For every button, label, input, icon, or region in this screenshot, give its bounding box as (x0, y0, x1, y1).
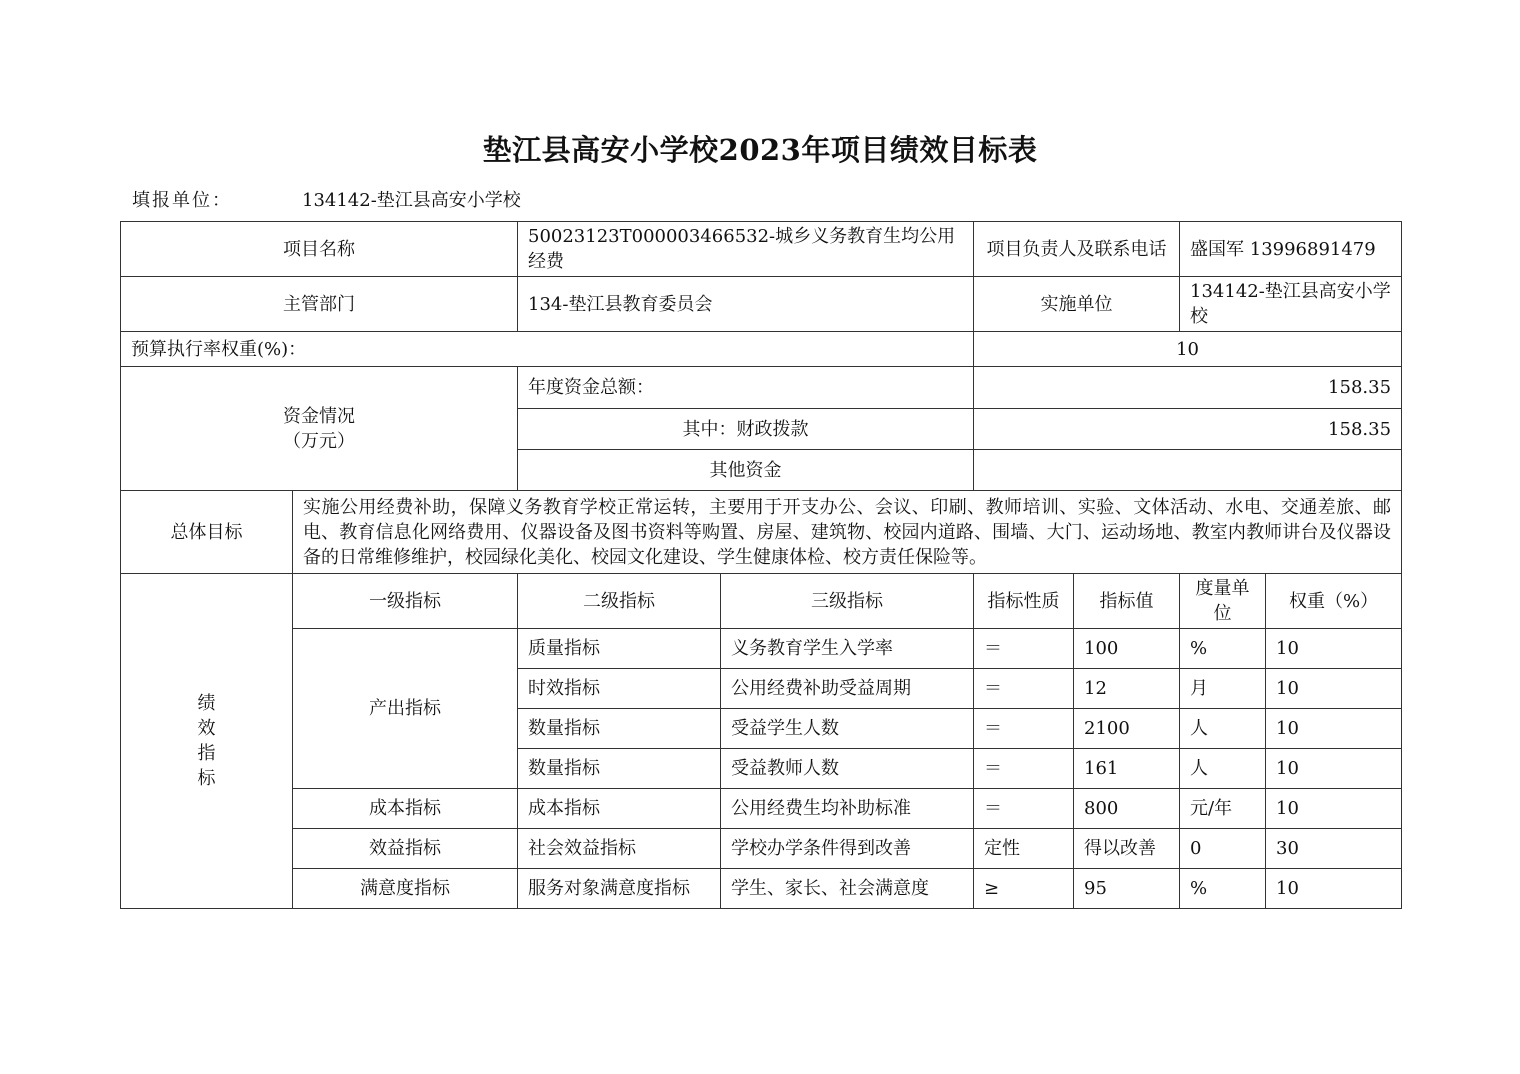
overall-goal-label: 总体目标 (121, 491, 293, 574)
fund-fiscal-label: 其中：财政拨款 (518, 409, 974, 450)
level2-cell: 时效指标 (518, 669, 721, 709)
implementing-unit-value: 134142-垫江县高安小学校 (1180, 277, 1402, 332)
project-name-label: 项目名称 (121, 222, 518, 277)
nature-cell: ＝ (974, 709, 1074, 749)
project-contact-value: 盛国军 13996891479 (1180, 222, 1402, 277)
nature-cell: ＝ (974, 629, 1074, 669)
header-unit: 度量单位 (1180, 574, 1266, 629)
level2-cell: 服务对象满意度指标 (518, 869, 721, 909)
nature-cell: ＝ (974, 789, 1074, 829)
department-label: 主管部门 (121, 277, 518, 332)
project-name-value: 50023123T000003466532-城乡义务教育生均公用经费 (518, 222, 974, 277)
indicator-header-row (121, 574, 1402, 629)
nature-cell: ≥ (974, 869, 1074, 909)
budget-rate-label: 预算执行率权重(%)： (121, 332, 974, 367)
level3-cell: 公用经费补助受益周期 (721, 669, 974, 709)
department-row (121, 277, 1402, 332)
level2-cell: 社会效益指标 (518, 829, 721, 869)
weight-cell: 10 (1266, 669, 1402, 709)
fund-total-row (121, 367, 1402, 409)
level1-benefit: 效益指标 (293, 829, 518, 869)
weight-cell: 10 (1266, 869, 1402, 909)
implementing-unit-label: 实施单位 (974, 277, 1180, 332)
level3-cell: 学校办学条件得到改善 (721, 829, 974, 869)
value-cell: 161 (1074, 749, 1180, 789)
header-weight: 权重（%） (1266, 574, 1402, 629)
level1-cost: 成本指标 (293, 789, 518, 829)
table-row (121, 829, 1402, 869)
value-cell: 2100 (1074, 709, 1180, 749)
level1-satisfaction: 满意度指标 (293, 869, 518, 909)
level3-cell: 公用经费生均补助标准 (721, 789, 974, 829)
budget-rate-value: 10 (974, 332, 1402, 367)
value-cell: 800 (1074, 789, 1180, 829)
page-title: 垫江县高安小学校2023年项目绩效目标表 (482, 133, 1038, 167)
fund-fiscal-value: 158.35 (974, 409, 1402, 450)
project-contact-label: 项目负责人及联系电话 (974, 222, 1180, 277)
level3-cell: 受益教师人数 (721, 749, 974, 789)
unit-cell: 人 (1180, 749, 1266, 789)
overall-goal-row (121, 491, 1402, 574)
weight-cell: 10 (1266, 629, 1402, 669)
table-row (121, 629, 1402, 669)
weight-cell: 10 (1266, 709, 1402, 749)
unit-cell: 0 (1180, 829, 1266, 869)
level3-cell: 受益学生人数 (721, 709, 974, 749)
header-nature: 指标性质 (974, 574, 1074, 629)
level2-cell: 质量指标 (518, 629, 721, 669)
level1-output: 产出指标 (293, 629, 518, 789)
weight-cell: 10 (1266, 749, 1402, 789)
indicator-section-label: 绩 效 指 标 (121, 574, 293, 909)
performance-target-table (120, 221, 1402, 909)
fund-total-label: 年度资金总额： (518, 367, 974, 409)
unit-cell: 月 (1180, 669, 1266, 709)
level2-cell: 数量指标 (518, 709, 721, 749)
reporting-unit-label: 填报单位： (132, 190, 232, 211)
fund-other-label: 其他资金 (518, 450, 974, 491)
table-row (121, 869, 1402, 909)
overall-goal-text: 实施公用经费补助，保障义务教育学校正常运转，主要用于开支办公、会议、印刷、教师培训、实验、文体活动、水电、交通差旅、邮电、教育信息化网络费用、仪器设备及图书资料等购置、房屋、建筑物、校园内道路、围墙、大门、运动场地、教室内教师讲台及仪器设备的日常维修维护，校园绿化美化、校园文化建设、学生健康体检、校方责任保险等。 (293, 491, 1402, 574)
unit-cell: % (1180, 869, 1266, 909)
fund-total-value: 158.35 (974, 367, 1402, 409)
nature-cell: ＝ (974, 749, 1074, 789)
header-value: 指标值 (1074, 574, 1180, 629)
fund-other-value (974, 450, 1402, 491)
level2-cell: 成本指标 (518, 789, 721, 829)
project-name-row (121, 222, 1402, 277)
level3-cell: 义务教育学生入学率 (721, 629, 974, 669)
level2-cell: 数量指标 (518, 749, 721, 789)
header-level2: 二级指标 (518, 574, 721, 629)
header-level3: 三级指标 (721, 574, 974, 629)
value-cell: 得以改善 (1074, 829, 1180, 869)
value-cell: 12 (1074, 669, 1180, 709)
level3-cell: 学生、家长、社会满意度 (721, 869, 974, 909)
funds-label: 资金情况 （万元） (121, 367, 518, 491)
value-cell: 95 (1074, 869, 1180, 909)
weight-cell: 30 (1266, 829, 1402, 869)
unit-cell: 元/年 (1180, 789, 1266, 829)
reporting-unit (132, 186, 521, 212)
department-value: 134-垫江县教育委员会 (518, 277, 974, 332)
unit-cell: % (1180, 629, 1266, 669)
nature-cell: ＝ (974, 669, 1074, 709)
reporting-unit-value: 134142-垫江县高安小学校 (302, 190, 521, 211)
table-row (121, 789, 1402, 829)
budget-rate-row (121, 332, 1402, 367)
unit-cell: 人 (1180, 709, 1266, 749)
header-level1: 一级指标 (293, 574, 518, 629)
weight-cell: 10 (1266, 789, 1402, 829)
value-cell: 100 (1074, 629, 1180, 669)
nature-cell: 定性 (974, 829, 1074, 869)
